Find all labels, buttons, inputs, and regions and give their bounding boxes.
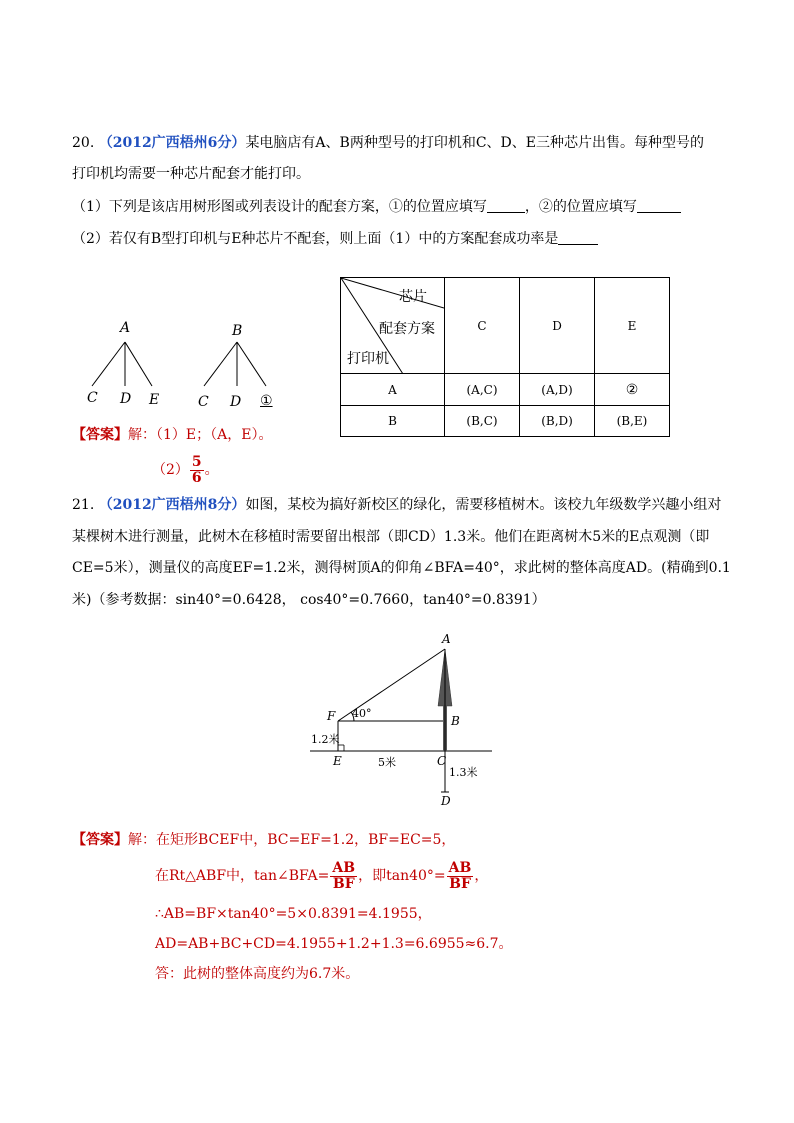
fig-label-f: F [327, 709, 336, 723]
q20-part1-text: （1）下列是该店用树形图或列表设计的配套方案，①的位置应填写 [72, 199, 487, 215]
tree-right-child-d: D [230, 394, 242, 410]
fig-angle-label: 40° [352, 707, 372, 720]
tree-left-branch-e [125, 342, 152, 386]
table-row [341, 374, 670, 406]
fraction-numerator: 5 [191, 453, 202, 470]
tree-left-branch-c [92, 342, 125, 386]
table-cell: (B,E) [595, 406, 670, 437]
q21-answer-line3: ∴AB=BF×tan40°=5×0.8391=4.1955， [155, 906, 432, 922]
q21-answer-text1: 解：在矩形BCEF中，BC=EF=1.2，BF=EC=5， [128, 832, 456, 848]
q20-part2-text: （2）若仅有B型打印机与E种芯片不配套，则上面（1）中的方案配套成功率是 [72, 231, 559, 247]
fig-height-label: 1.2米 [311, 733, 340, 746]
q21-stem-text1: 如图，某校为搞好新校区的绿化，需要移植树木。该校九年级数学兴趣小组对 [245, 497, 722, 513]
fraction-numerator: AB [448, 859, 472, 876]
table-cell: (B,D) [520, 406, 595, 437]
table-row-label: B [341, 406, 445, 437]
q21-fraction-2 [447, 861, 474, 892]
table-row-label: A [341, 374, 445, 406]
q21-source: （2012广西梧州8分） [98, 497, 246, 513]
fraction-denominator: 6 [191, 469, 202, 486]
table-col-c: C [445, 278, 520, 374]
fig-label-d: D [441, 794, 451, 808]
q20-blank-1 [487, 198, 525, 213]
tree-right-child-c: C [198, 394, 209, 410]
fraction-denominator: BF [449, 875, 471, 892]
q21-number: 21. [72, 497, 95, 513]
q20-source: （2012广西梧州6分） [98, 135, 246, 151]
table-header-chip: 芯片 [399, 289, 427, 305]
fig-base-label: 5米 [378, 756, 396, 769]
table-header-scheme: 配套方案 [379, 321, 435, 337]
table-col-d: D [520, 278, 595, 374]
table-row [341, 406, 670, 437]
q21-answer-line2-suffix: ， [474, 868, 489, 884]
q21-answer-line4: AD=AB+BC+CD=4.1955+1.2+1.3=6.6955≈6.7。 [155, 936, 513, 952]
q20-stem-line2: 打印机均需要一种芯片配套才能打印。 [72, 166, 310, 182]
tree-left-root: A [120, 320, 131, 336]
q21-stem-line4: 米)（参考数据：sin40°=0.6428， cos40°=0.7660，tan40°=0.8391） [72, 592, 546, 608]
tree-right-branch-1 [237, 342, 266, 386]
q20-part2 [72, 229, 598, 249]
table-cell: (A,D) [520, 374, 595, 406]
q21-answer-tag: 【答案】 [72, 832, 128, 848]
q20-part1 [72, 197, 681, 217]
q20-part1-mid: ，②的位置应填写 [524, 199, 637, 215]
q20-stem-line1 [72, 133, 704, 153]
table-header-diagonal [341, 278, 445, 374]
fig-label-a: A [442, 632, 451, 646]
q21-answer-line2-mid: ，即tan40°= [358, 868, 446, 884]
q21-stem-line2: 某棵树木进行测量，此树木在移植时需要留出根部（即CD）1.3米。他们在距离树木5米的E点观测（即 [72, 529, 710, 545]
tree-left-child-d: D [120, 391, 132, 407]
fig-label-c: C [437, 754, 447, 768]
q20-answer-fraction [190, 455, 204, 486]
table-header-printer: 打印机 [347, 351, 389, 367]
q20-number: 20. [72, 135, 95, 151]
tree-right-branch-c [204, 342, 237, 386]
fig-label-b: B [451, 714, 460, 728]
tree-left-child-e: E [149, 392, 160, 408]
table-cell: (A,C) [445, 374, 520, 406]
q21-answer-line5: 答：此树的整体高度约为6.7米。 [155, 966, 360, 982]
table-cell: (B,C) [445, 406, 520, 437]
q21-stem-line1 [72, 495, 721, 515]
q21-fraction-1 [330, 861, 357, 892]
q21-stem-line3: CE=5米），测量仪的高度EF=1.2米，测得树顶A的仰角∠BFA=40°，求此树的整体高度AD。(精确到0.1 [72, 560, 731, 576]
q20-blank-2 [637, 198, 681, 213]
q21-answer-line1 [72, 830, 455, 850]
q21-answer-line2 [155, 857, 488, 895]
q21-answer-line2-prefix: 在Rt△ABF中，tan∠BFA= [155, 868, 330, 884]
fig-root-label: 1.3米 [449, 766, 478, 779]
q20-answer-line2 [152, 452, 219, 488]
table-cell: ② [595, 374, 670, 406]
tree-left-child-c: C [87, 390, 98, 406]
fraction-numerator: AB [332, 859, 356, 876]
q20-stem-text1: 某电脑店有A、B两种型号的打印机和C、D、E三种芯片出售。每种型号的 [245, 135, 704, 151]
q20-answer-line1 [72, 425, 272, 445]
q20-answer-prefix: （2） [152, 462, 189, 478]
q20-answer-text1: 解：（1）E；（A，E）。 [128, 427, 273, 443]
q20-answer-tag: 【答案】 [72, 427, 128, 443]
tree-right-root: B [232, 323, 243, 339]
table-col-e: E [595, 278, 670, 374]
tree-right-child-1: ① [260, 393, 273, 409]
fig-label-e: E [333, 754, 342, 768]
fraction-denominator: BF [332, 875, 355, 892]
q20-answer-suffix: 。 [204, 462, 219, 478]
q20-blank-3 [558, 230, 598, 245]
q20-table [340, 277, 670, 437]
